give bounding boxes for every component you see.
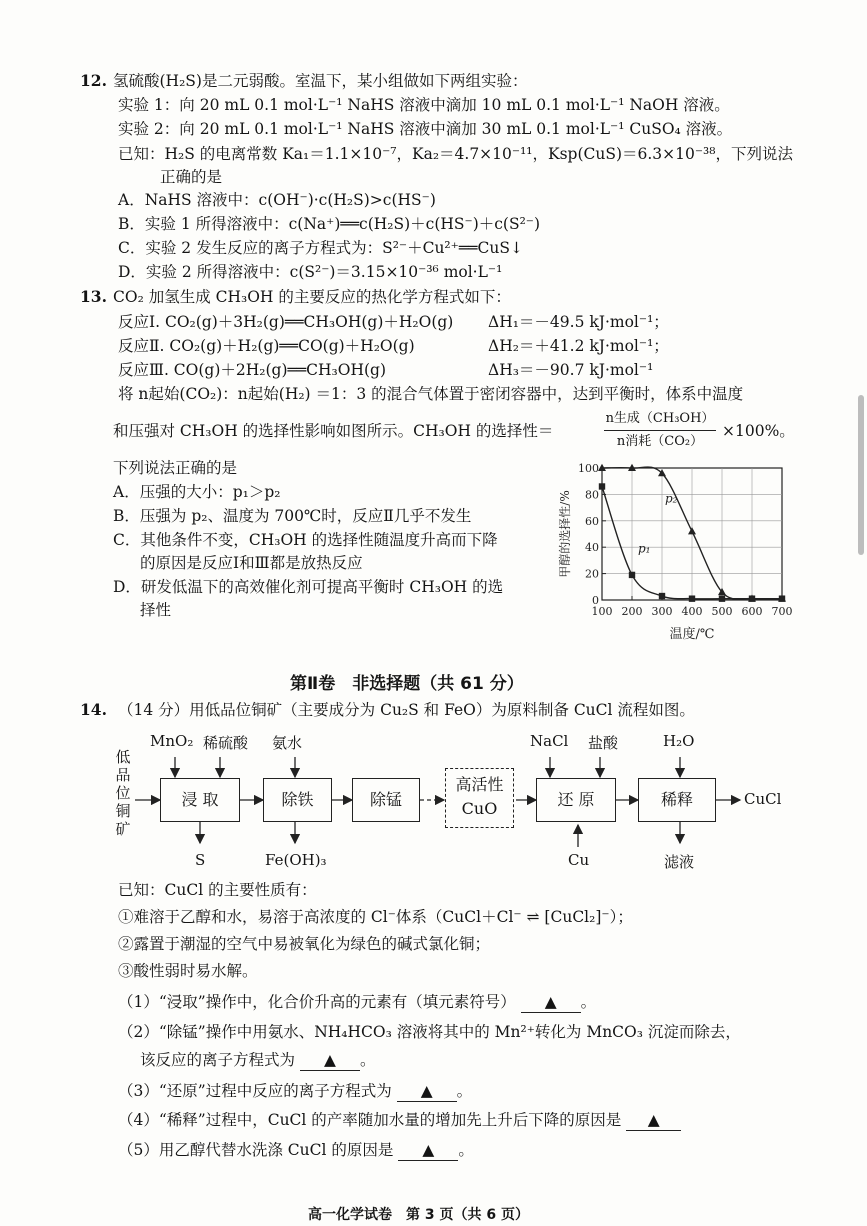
- subq-3: [118, 1081, 472, 1102]
- flow-source: 低品位铜矿: [115, 748, 131, 838]
- subq-2a: （2）“除锰”操作中用氨水、NH₄HCO₃ 溶液将其中的 Mn²⁺转化为 MnCO₃ 沉淀而除去，: [118, 1023, 741, 1041]
- flow-step-iron-removal: 除铁: [263, 778, 332, 822]
- series-p1-label: p₁: [638, 541, 651, 556]
- flow-step-dilution: 稀释: [638, 778, 716, 822]
- p1-point: [719, 595, 725, 601]
- q14-number: 14.: [80, 700, 107, 719]
- q13-number: 13.: [80, 287, 107, 306]
- subq-1-text: （1）“浸取”操作中，化合价升高的元素有（填元素符号）: [118, 993, 516, 1011]
- y-tick-label: 100: [578, 462, 599, 475]
- q12-exp1: 实验 1：向 20 mL 0.1 mol·L⁻¹ NaHS 溶液中滴加 10 mL 0.1 mol·L⁻¹ NaOH 溶液。: [118, 96, 730, 114]
- q13-option-c2: 的原因是反应Ⅰ和Ⅲ都是放热反应: [140, 554, 363, 572]
- flow-product: CuCl: [744, 790, 782, 808]
- output-feoh3: Fe(OH)₃: [265, 851, 327, 869]
- scrollbar[interactable]: [858, 395, 864, 555]
- p1-point: [599, 483, 605, 489]
- q13-dh-2: ΔH₂＝＋41.2 kJ·mol⁻¹；: [488, 337, 669, 355]
- subq-2-text: 该反应的离子方程式为: [140, 1051, 296, 1069]
- answer-blank-1[interactable]: ▲: [521, 992, 581, 1013]
- y-axis-label: 甲醇的选择性/%: [558, 490, 572, 578]
- q13-option-d1: D．研发低温下的高效催化剂可提高平衡时 CH₃OH 的选: [113, 578, 504, 596]
- input-hydrochloric-acid: 盐酸: [588, 734, 619, 752]
- q13-reaction-3: 反应Ⅲ. CO(g)＋2H₂(g)══CH₃OH(g): [118, 361, 386, 379]
- input-dilute-sulfuric-acid: 稀硫酸: [203, 734, 249, 752]
- q13-option-d2: 择性: [140, 601, 172, 619]
- x-tick-label: 100: [591, 605, 613, 618]
- x-tick-label: 500: [711, 605, 733, 618]
- q13-reaction-1: 反应Ⅰ. CO₂(g)＋3H₂(g)══CH₃OH(g)＋H₂O(g): [118, 313, 454, 331]
- page-footer: 高一化学试卷 第 3 页（共 6 页）: [308, 1207, 529, 1223]
- input-nacl: NaCl: [530, 732, 569, 750]
- y-tick-label: 60: [585, 514, 599, 528]
- q13-dh-1: ΔH₁＝－49.5 kJ·mol⁻¹；: [488, 313, 669, 331]
- fraction-numerator: n生成（CH₃OH）: [605, 411, 715, 426]
- y-tick-label: 0: [592, 594, 599, 607]
- q12-option-a: A．NaHS 溶液中：c(OH⁻)·c(H₂S)>c(HS⁻): [118, 191, 436, 209]
- q13-mixture: 将 n起始(CO₂)：n起始(H₂) ＝1：3 的混合气体置于密闭容器中，达到平衡时，体系中温度: [118, 385, 744, 403]
- input-mno2: MnO₂: [150, 732, 194, 750]
- y-tick-label: 40: [585, 541, 599, 555]
- subq-5-text: （5）用乙醇代替水洗涤 CuCl 的原因是: [118, 1141, 394, 1159]
- q12-exp2: 实验 2：向 20 mL 0.1 mol·L⁻¹ NaHS 溶液中滴加 30 mL 0.1 mol·L⁻¹ CuSO₄ 溶液。: [118, 120, 733, 138]
- q13-ask: 下列说法正确的是: [113, 459, 238, 477]
- series-p2-label: p₂: [665, 491, 678, 506]
- period: 。: [456, 1082, 473, 1100]
- x-tick-label: 600: [741, 605, 763, 618]
- answer-blank-5[interactable]: ▲: [398, 1140, 458, 1161]
- q12-number: 12.: [80, 71, 107, 90]
- output-filtrate: 滤液: [664, 853, 695, 871]
- p1-point: [659, 593, 665, 599]
- q12-known2: 正确的是: [160, 168, 223, 186]
- subq-1: [118, 992, 596, 1013]
- q13-selectivity-text: 和压强对 CH₃OH 的选择性影响如图所示。CH₃OH 的选择性＝: [113, 422, 554, 440]
- selectivity-chart: [555, 458, 800, 643]
- flow-step-mn-removal: 除锰: [352, 778, 420, 822]
- q12-option-d: D．实验 2 所得溶液中：c(S²⁻)＝3.15×10⁻³⁶ mol·L⁻¹: [118, 263, 503, 281]
- q12-stem: 氢硫酸(H₂S)是二元弱酸。室温下，某小组做如下两组实验：: [113, 72, 528, 90]
- flow-intermediate-cuo: 高活性 CuO: [445, 768, 514, 828]
- fraction-bar: [604, 430, 716, 431]
- y-tick-label: 80: [585, 488, 599, 502]
- period: 。: [359, 1051, 376, 1069]
- answer-blank-2[interactable]: ▲: [300, 1050, 360, 1071]
- y-tick-label: 20: [585, 567, 599, 581]
- fraction-denominator: n消耗（CO₂）: [616, 434, 704, 449]
- props-title: 已知：CuCl 的主要性质有：: [118, 881, 317, 899]
- prop-3: ③酸性弱时易水解。: [118, 962, 258, 980]
- q13-stem: CO₂ 加氢生成 CH₃OH 的主要反应的热化学方程式如下：: [113, 288, 511, 306]
- q13-option-a: A．压强的大小：p₁＞p₂: [113, 483, 281, 501]
- x-tick-label: 300: [651, 605, 673, 618]
- output-sulfur: S: [195, 851, 206, 869]
- subq-3-text: （3）“还原”过程中反应的离子方程式为: [118, 1082, 392, 1100]
- subq-5: [118, 1140, 474, 1161]
- period: 。: [458, 1141, 474, 1159]
- x-tick-label: 400: [681, 605, 703, 618]
- input-water: H₂O: [663, 732, 695, 750]
- subq-4: [118, 1110, 681, 1131]
- q13-reaction-2: 反应Ⅱ. CO₂(g)＋H₂(g)══CO(g)＋H₂O(g): [118, 337, 415, 355]
- q13-dh-3: ΔH₃＝－90.7 kJ·mol⁻¹: [488, 361, 654, 379]
- answer-blank-4[interactable]: ▲: [626, 1110, 681, 1131]
- q13-selectivity-tail: ×100%。: [722, 422, 795, 440]
- flow-step-reduction: 还 原: [536, 778, 616, 822]
- subq-4-text: （4）“稀释”过程中，CuCl 的产率随加水量的增加先上升后下降的原因是: [118, 1111, 622, 1129]
- input-ammonia: 氨水: [272, 734, 303, 752]
- q12-option-b: B．实验 1 所得溶液中：c(Na⁺)══c(H₂S)＋c(HS⁻)＋c(S²⁻): [118, 215, 541, 233]
- x-tick-label: 200: [621, 605, 643, 618]
- input-cu: Cu: [568, 851, 590, 869]
- prop-2: ②露置于潮湿的空气中易被氧化为绿色的碱式氯化铜；: [118, 935, 491, 953]
- x-tick-label: 700: [771, 605, 793, 618]
- p1-point: [689, 595, 695, 601]
- q13-option-b: B．压强为 p₂、温度为 700℃时，反应Ⅱ几乎不发生: [113, 507, 472, 525]
- q12-option-c: C．实验 2 发生反应的离子方程式为：S²⁻＋Cu²⁺══CuS↓: [118, 239, 523, 257]
- period: 。: [580, 993, 597, 1011]
- q14-stem: （14 分）用低品位铜矿（主要成分为 Cu₂S 和 FeO）为原料制备 CuCl 流程如图。: [118, 701, 695, 719]
- answer-blank-3[interactable]: ▲: [397, 1081, 457, 1102]
- p1-point: [629, 572, 635, 578]
- q12-known: 已知：H₂S 的电离常数 Ka₁＝1.1×10⁻⁷，Ka₂＝4.7×10⁻¹¹，Ksp(CuS)＝6.3×10⁻³⁸，下列说法: [118, 145, 793, 163]
- x-axis-label: 温度/℃: [669, 627, 715, 642]
- q13-option-c1: C．其他条件不变，CH₃OH 的选择性随温度升高而下降: [113, 531, 498, 549]
- subq-2b: [140, 1050, 375, 1071]
- section-2-title: 第Ⅱ卷 非选择题（共 61 分）: [290, 674, 524, 694]
- prop-1: ①难溶于乙醇和水，易溶于高浓度的 Cl⁻体系（CuCl＋Cl⁻ ⇌ [CuCl₂]⁻）；: [118, 908, 633, 926]
- p2-point: [688, 527, 696, 534]
- flow-step-leach: 浸 取: [160, 778, 240, 822]
